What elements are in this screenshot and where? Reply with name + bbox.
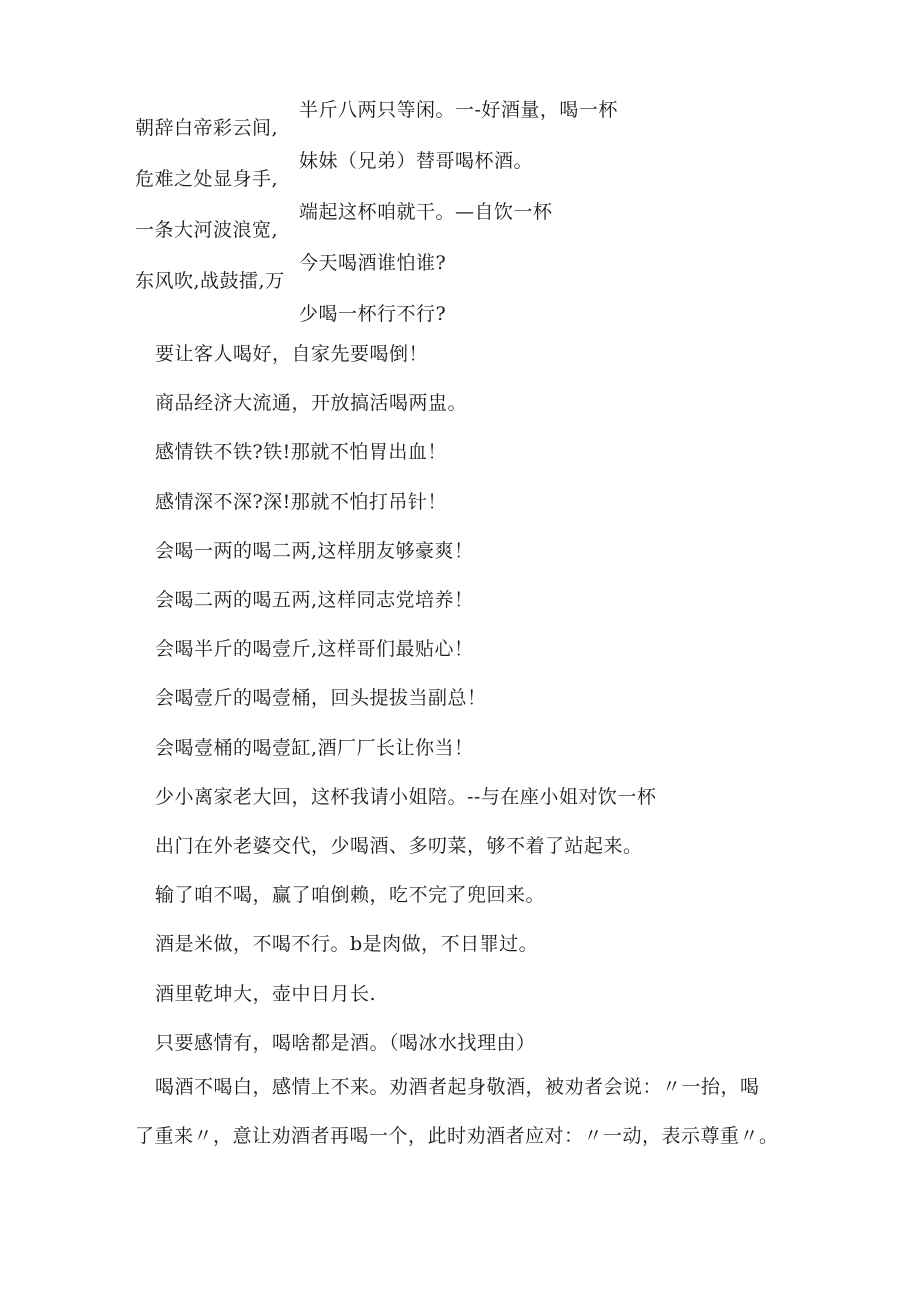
poem-line: 今天喝酒谁怕谁? [299, 252, 447, 274]
paragraph-line: 喝酒不喝白，感情上不来。劝酒者起身敬酒，被劝者会说：〃一抬，喝 [155, 1076, 760, 1098]
text-line: 酒是米做，不喝不行。b是肉做，不日罪过。 [155, 933, 539, 956]
poem-line: 半斤八两只等闲。一-好酒量，喝一杯 [299, 99, 618, 121]
text-line: 商品经济大流通，开放搞活喝两盅。 [155, 392, 468, 415]
poem-line: 东风吹,战鼓擂,万 [135, 270, 285, 292]
text-line: 会喝半斤的喝壹斤,这样哥们最贴心！ [155, 638, 474, 661]
poem-line: 端起这杯咱就干。—自饮一杯 [299, 201, 553, 223]
text-line: 感情深不深?深!那就不怕打吊针！ [155, 490, 447, 513]
paragraph-line: 了重来〃，意让劝酒者再喝一个，此时劝酒者应对：〃一动，表示尊重〃。 [135, 1125, 779, 1147]
text-line: 出门在外老婆交代，少喝酒、多叨菜，够不着了站起来。 [155, 835, 643, 858]
poem-line: 妹妹（兄弟）替哥喝杯酒。 [299, 150, 534, 172]
text-line: 输了咱不喝，赢了咱倒赖，吃不完了兜回来。 [155, 884, 546, 907]
text-line: 会喝一两的喝二两,这样朋友够豪爽！ [155, 539, 474, 562]
poem-line: 一条大河波浪宽, [135, 219, 279, 241]
text-line: 感情铁不铁?铁!那就不怕胃出血！ [155, 441, 447, 464]
text-line: 酒里乾坤大，壶中日月长. [155, 982, 377, 1005]
text-line: 只要感情有，喝啥都是酒。（喝冰水找理由） [155, 1031, 536, 1054]
text-line: 要让客人喝好，自家先要喝倒！ [155, 343, 429, 365]
text-line: 会喝壹桶的喝壹缸,酒厂厂长让你当！ [155, 736, 474, 759]
text-line: 会喝二两的喝五两,这样同志党培养！ [155, 589, 474, 612]
text-line: 会喝壹斤的喝壹桶，回头提拔当副总！ [155, 687, 487, 710]
poem-line: 朝辞白帝彩云间, [135, 117, 279, 139]
text-line: 少小离家老大回，这杯我请小姐陪。--与在座小姐对饮一杯 [155, 785, 657, 808]
poem-line: 少喝一杯行不行? [299, 303, 447, 323]
final-paragraph [135, 1063, 815, 1161]
toast-lines [155, 330, 855, 1068]
top-left-column [135, 103, 297, 323]
poem-line: 危难之处显身手, [135, 168, 279, 190]
top-right-column [299, 85, 719, 323]
